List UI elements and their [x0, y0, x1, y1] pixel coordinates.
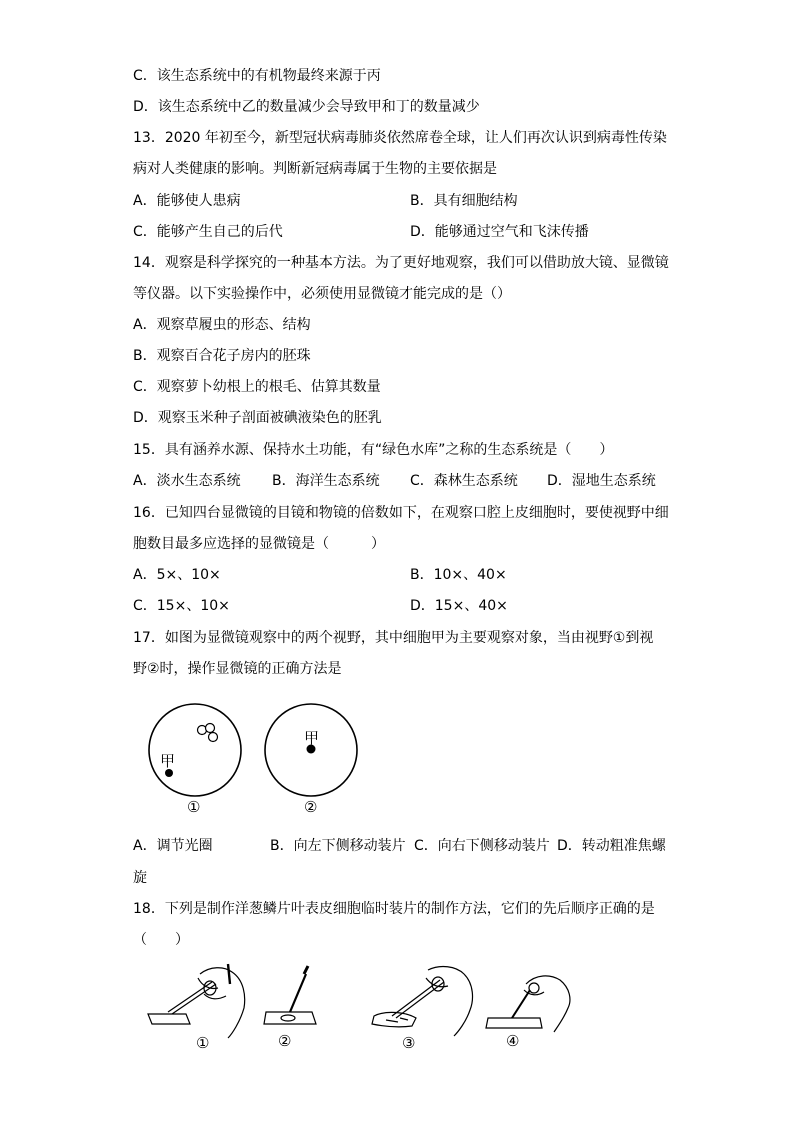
q18-figure-svg — [140, 960, 610, 1060]
q12-option-c: C．该生态系统中的有机物最终来源于丙 — [133, 68, 381, 84]
q17-option-b: B．向左下侧移动装片 — [270, 838, 406, 854]
q18-stem-line2: （ ） — [133, 932, 189, 948]
q17-option-a: A．调节光圈 — [133, 838, 213, 854]
step-4-illustration — [486, 976, 570, 1032]
q13-option-a: A．能够使人患病 — [133, 193, 241, 209]
cell-jia-label: 甲 — [304, 729, 320, 747]
step-1-label: ① — [196, 1034, 210, 1052]
small-cell — [209, 733, 218, 742]
q14-option-a: A．观察草履虫的形态、结构 — [133, 317, 311, 333]
q14-option-c: C．观察萝卜幼根上的根毛、估算其数量 — [133, 379, 381, 395]
step-2-label: ② — [278, 1032, 292, 1050]
q17-figure-svg — [143, 700, 363, 820]
step-1-illustration — [148, 964, 245, 1038]
q16-option-a: A．5×、10× — [133, 567, 221, 583]
view-1-label: ① — [187, 798, 201, 816]
q12-option-d: D．该生态系统中乙的数量减少会导致甲和丁的数量减少 — [133, 99, 480, 115]
step-4-label: ④ — [506, 1032, 520, 1050]
view-2-label: ② — [304, 798, 318, 816]
q14-stem-line1: 14．观察是科学探究的一种基本方法。为了更好地观察，我们可以借助放大镜、显微镜 — [133, 255, 669, 271]
step-3-illustration — [372, 967, 472, 1036]
q17-option-d-continued: 旋 — [133, 870, 147, 886]
q17-stem-line2: 野②时，操作显微镜的正确方法是 — [133, 661, 342, 677]
q17-stem-line1: 17．如图为显微镜观察中的两个视野，其中细胞甲为主要观察对象，当由视野①到视 — [133, 630, 654, 646]
q13-stem-line1: 13．2020 年初至今，新型冠状病毒肺炎依然席卷全球，让人们再次认识到病毒性传染 — [133, 130, 667, 146]
q15-option-d: D．湿地生态系统 — [547, 473, 656, 489]
q14-stem-line2: 等仪器。以下实验操作中，必须使用显微镜才能完成的是（） — [133, 286, 511, 302]
view-2-field — [265, 704, 357, 796]
q17-option-d: D．转动粗准焦螺 — [557, 838, 666, 854]
q17-figure — [143, 700, 363, 820]
q15-stem: 15．具有涵养水源、保持水土功能，有“绿色水库”之称的生态系统是（ ） — [133, 442, 614, 458]
step-2-illustration — [264, 966, 316, 1024]
q16-option-c: C．15×、10× — [133, 598, 230, 614]
q16-option-b: B．10×、40× — [410, 567, 507, 583]
q13-option-b: B．具有细胞结构 — [410, 193, 518, 209]
q16-stem-line1: 16．已知四台显微镜的目镜和物镜的倍数如下，在观察口腔上皮细胞时，要使视野中细 — [133, 505, 669, 521]
q15-option-c: C．森林生态系统 — [410, 473, 518, 489]
step-3-label: ③ — [402, 1034, 416, 1052]
q17-option-c: C．向右下侧移动装片 — [414, 838, 550, 854]
q18-figure — [140, 960, 610, 1060]
q16-stem-line2: 胞数目最多应选择的显微镜是（ ） — [133, 536, 385, 552]
cell-jia-label: 甲 — [160, 752, 176, 770]
small-cell — [206, 724, 215, 733]
q15-option-b: B．海洋生态系统 — [272, 473, 380, 489]
q14-option-b: B．观察百合花子房内的胚珠 — [133, 348, 311, 364]
q13-option-d: D．能够通过空气和飞沫传播 — [410, 224, 589, 240]
q16-option-d: D．15×、40× — [410, 598, 508, 614]
q18-stem-line1: 18．下列是制作洋葱鳞片叶表皮细胞临时装片的制作方法，它们的先后顺序正确的是 — [133, 901, 655, 917]
q14-option-d: D．观察玉米种子剖面被碘液染色的胚乳 — [133, 410, 382, 426]
q13-option-c: C．能够产生自己的后代 — [133, 224, 283, 240]
q15-option-a: A．淡水生态系统 — [133, 473, 241, 489]
q13-stem-line2: 病对人类健康的影响。判断新冠病毒属于生物的主要依据是 — [133, 161, 497, 177]
